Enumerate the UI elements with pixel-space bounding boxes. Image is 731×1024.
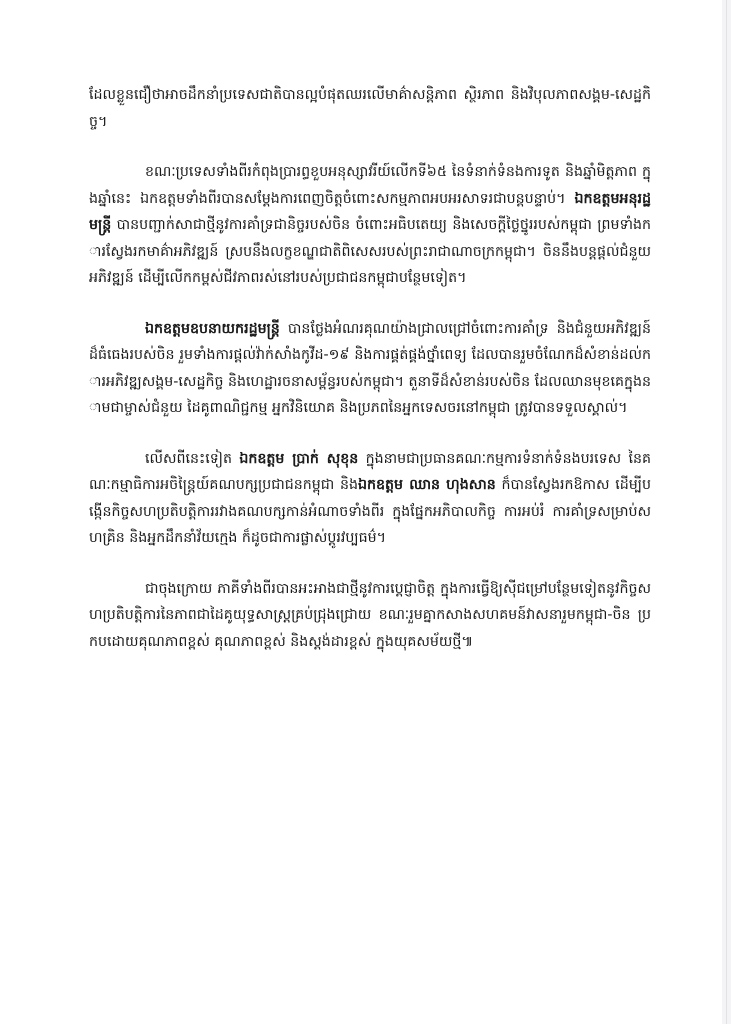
paragraph-5 <box>89 576 651 656</box>
document-body <box>89 82 651 679</box>
paragraph-1-text: ដែលខ្លួនជឿថាអាចដឹកនាំប្រទេសជាតិបានល្អបំផុតឈរលើមាគ៌ាសន្តិភាព ស្ថិរភាព និងវិបុលភាពសង្គម-សេដ្ឋកិច្ច។ <box>89 87 651 130</box>
paragraph-1 <box>89 82 651 135</box>
paragraph-3-bold-deputy-pm: ឯកឧត្តមឧបនាយករដ្ឋមន្ត្រី <box>145 320 280 337</box>
paragraph-4-text-c: ក៏បានស្វែងរកឱកាស ដើម្បីបង្កើនកិច្ចសហប្រតិបត្តិការរវាងគណបក្សកាន់អំណាចទាំងពីរ ក្នុងផ្នែកអភិបាលកិច្ច ការអប់រំ ការគាំទ្រសម្រាប់សហគ្រិន និងអ្នកដឹកនាំវ័យក្មេង ក៏ដូចជាការផ្លាស់ប្តូរវប្បធម៌។ <box>89 477 651 546</box>
paragraph-4-bold-prak-sokhonn: ឯកឧត្តម ប្រាក់ សុខុន <box>239 450 359 467</box>
page-edge <box>722 0 726 1024</box>
paragraph-3 <box>89 316 651 422</box>
paragraph-5-text: ជាចុងក្រោយ ភាគីទាំងពីរបានអះអាងជាថ្មីនូវការប្តេជ្ញាចិត្ត ក្នុងការធ្វើឱ្យស៊ីជម្រៅបន្ថែមទៀតនូវកិច្ចសហប្រតិបត្តិការនៃភាពជាដៃគូយុទ្ធសាស្ត្រគ្រប់ជ្រុងជ្រោយ ខណៈរួមគ្នាកសាងសហគមន៍វាសនារួមកម្ពុជា-ចិន ប្រកបដោយគុណភាពខ្ពស់ គុណភាពខ្ពស់ និងស្តង់ដារខ្ពស់ ក្នុងយុគសម័យថ្មី៕ <box>89 580 651 650</box>
paragraph-4 <box>89 446 651 552</box>
paragraph-4-text-b: ក្នុងនាមជាប្រធានគណៈកម្មការទំនាក់ទំនងបរទេស នៃគណៈកម្មាធិការអចិន្ត្រៃយ៍គណបក្សប្រជាជនកម្ពុជា និង <box>89 450 651 493</box>
paragraph-2-bold-deputy-minister: ឯកឧត្តមអនុរដ្ឋមន្ត្រី <box>89 190 651 233</box>
paragraph-2-text-a: ខណៈប្រទេសទាំងពីរកំពុងប្រារព្ធខួបអនុស្សាវរីយ៍លើកទី៦៥ នៃទំនាក់ទំនងការទូត និងឆ្នាំមិត្តភាព ក្នុងឆ្នាំនេះ ឯកឧត្តមទាំងពីរបានសម្តែងការពេញចិត្តចំពោះសកម្មភាពអបអរសាទរជាបន្តបន្ទាប់។ <box>89 164 651 207</box>
paragraph-4-text-a: លើសពីនេះទៀត <box>145 450 240 467</box>
paragraph-4-bold-chhean-hongsan: ឯកឧត្តម ឈាន ហុងសាន <box>358 477 496 493</box>
paragraph-2 <box>89 159 651 292</box>
paragraph-3-text: បានថ្លែងអំណរគុណយ៉ាងជ្រាលជ្រៅចំពោះការគាំទ្រ និងជំនួយអភិវឌ្ឍន៍ដ៏ធំធេងរបស់ចិន រួមទាំងការផ្តល់វ៉ាក់សាំងកូវីដ-១៩ និងការផ្គត់ផ្គង់ថ្នាំពេទ្យ ដែលបានរួមចំណែកដ៏សំខាន់ដល់ការអភិវឌ្ឍសង្គម-សេដ្ឋកិច្ច និងហេដ្ឋារចនាសម្ព័ន្ធរបស់កម្ពុជា។ តួនាទីដ៏សំខាន់របស់ចិន ដែលឈានមុខគេក្នុងនាមជាម្ចាស់ជំនួយ ដៃគូពាណិជ្ជកម្ម អ្នកវិនិយោគ និងប្រភពនៃអ្នកទេសចរនៅកម្ពុជា ត្រូវបានទទួលស្គាល់។ <box>89 320 651 416</box>
paragraph-2-text-b: បានបញ្ជាក់សាជាថ្មីនូវការគាំទ្រជានិច្ចរបស់ចិន ចំពោះអធិបតេយ្យ និងសេចក្តីថ្លៃថ្នូររបស់កម្ពុជា ព្រមទាំងការស្វែងរកមាគ៌ាអភិវឌ្ឍន៍ ស្របនឹងលក្ខខណ្ឌជាតិពិសេសរបស់ព្រះរាជាណាចក្រកម្ពុជា។ ចិននឹងបន្តផ្តល់ជំនួយអភិវឌ្ឍន៍ ដើម្បីលើកកម្ពស់ជីវភាពរស់នៅរបស់ប្រជាជនកម្ពុជាបន្ថែមទៀត។ <box>89 217 651 286</box>
